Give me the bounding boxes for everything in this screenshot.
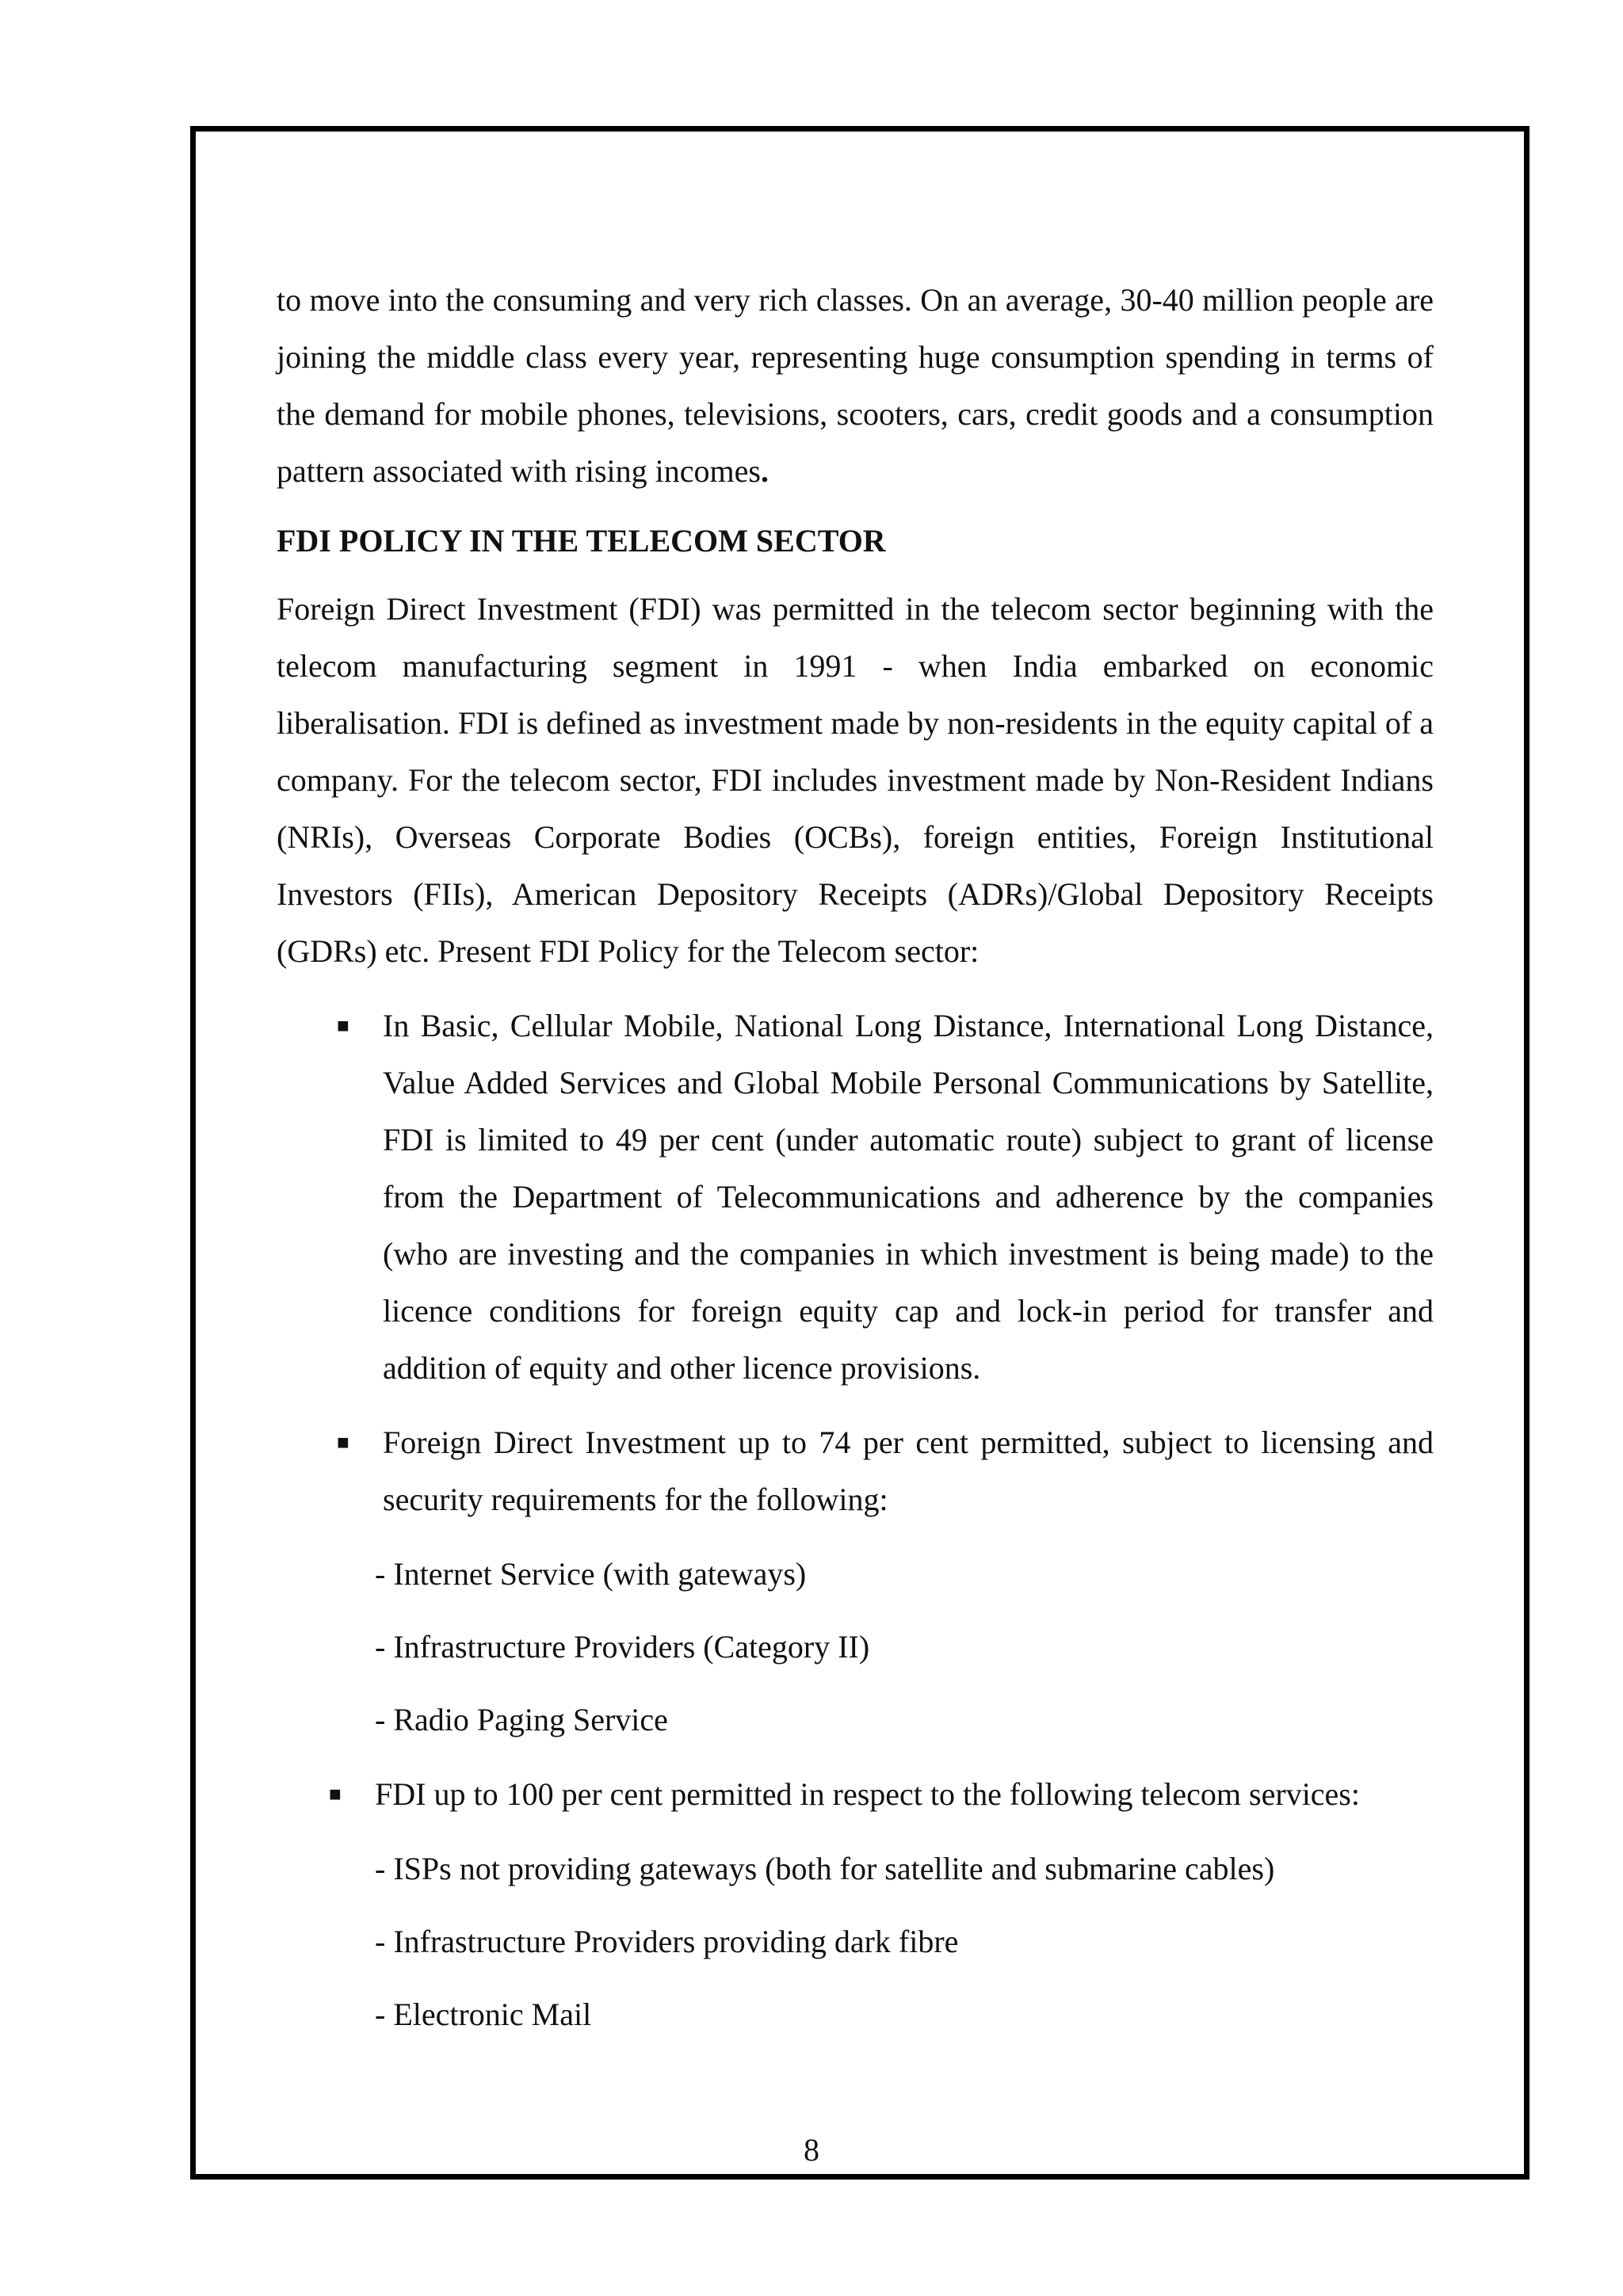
bullet-item-100-percent xyxy=(277,1766,1434,1823)
sub-list-100-percent xyxy=(277,1840,1434,2043)
intro-paragraph xyxy=(277,272,1434,500)
page-number: 8 xyxy=(804,2132,819,2168)
sub-list-item: - Electronic Mail xyxy=(375,1997,592,2032)
sub-list-74-percent xyxy=(277,1546,1434,1749)
bullet-text: In Basic, Cellular Mobile, National Long Distance, International Long Distance, Value Added Services and Global Mobile Personal Communications by Satellite, FDI is limited to 49 per cent (under automatic route) subject to grant of license from the Department of Telecommunications and adherence by the companies (who are investing and the companies in which investment is being made) to the licence conditions for foreign equity cap and lock-in period for transfer and addition of equity and other licence provisions. xyxy=(383,1008,1434,1386)
bullet-item-74-percent xyxy=(277,1414,1434,1528)
sub-list-item: - Internet Service (with gateways) xyxy=(375,1556,807,1592)
bullet-item-49-percent xyxy=(277,997,1434,1397)
sub-list-item: - Radio Paging Service xyxy=(375,1702,668,1737)
square-bullet-icon: ■ xyxy=(337,1014,349,1037)
page-content xyxy=(277,272,1434,2061)
sub-list-item: - ISPs not providing gateways (both for satellite and submarine cables) xyxy=(375,1851,1275,1886)
section-heading: FDI POLICY IN THE TELECOM SECTOR xyxy=(277,523,886,559)
square-bullet-icon: ■ xyxy=(337,1431,349,1454)
fdi-paragraph: Foreign Direct Investment (FDI) was permitted in the telecom sector beginning with the telecom manufacturing segment in 1991 - when India embarked on economic liberalisation. FDI is defined as investment made by non-residents in the equity capital of a company. For the telecom sector, FDI includes investment made by Non-Resident Indians (NRIs), Overseas Corporate Bodies (OCBs), foreign entities, Foreign Institutional Investors (FIIs), American Depository Receipts (ADRs)/Global Depository Receipts (GDRs) etc. Present FDI Policy for the Telecom sector: xyxy=(277,591,1434,969)
bullet-text: FDI up to 100 per cent permitted in respect to the following telecom services: xyxy=(375,1776,1360,1812)
sub-list-item: - Infrastructure Providers providing dark fibre xyxy=(375,1924,959,1959)
intro-text: to move into the consuming and very rich classes. On an average, 30-40 million people are joining the middle class every year, representing huge consumption spending in terms of the demand for mobile phones, televisions, scooters, cars, credit goods and a consumption pattern associated with rising incomes xyxy=(277,282,1434,489)
bullet-text: Foreign Direct Investment up to 74 per cent permitted, subject to licensing and security requirements for the following: xyxy=(383,1425,1434,1517)
square-bullet-icon: ■ xyxy=(329,1783,342,1806)
intro-period: . xyxy=(760,453,769,489)
sub-list-item: - Infrastructure Providers (Category II) xyxy=(375,1629,870,1665)
